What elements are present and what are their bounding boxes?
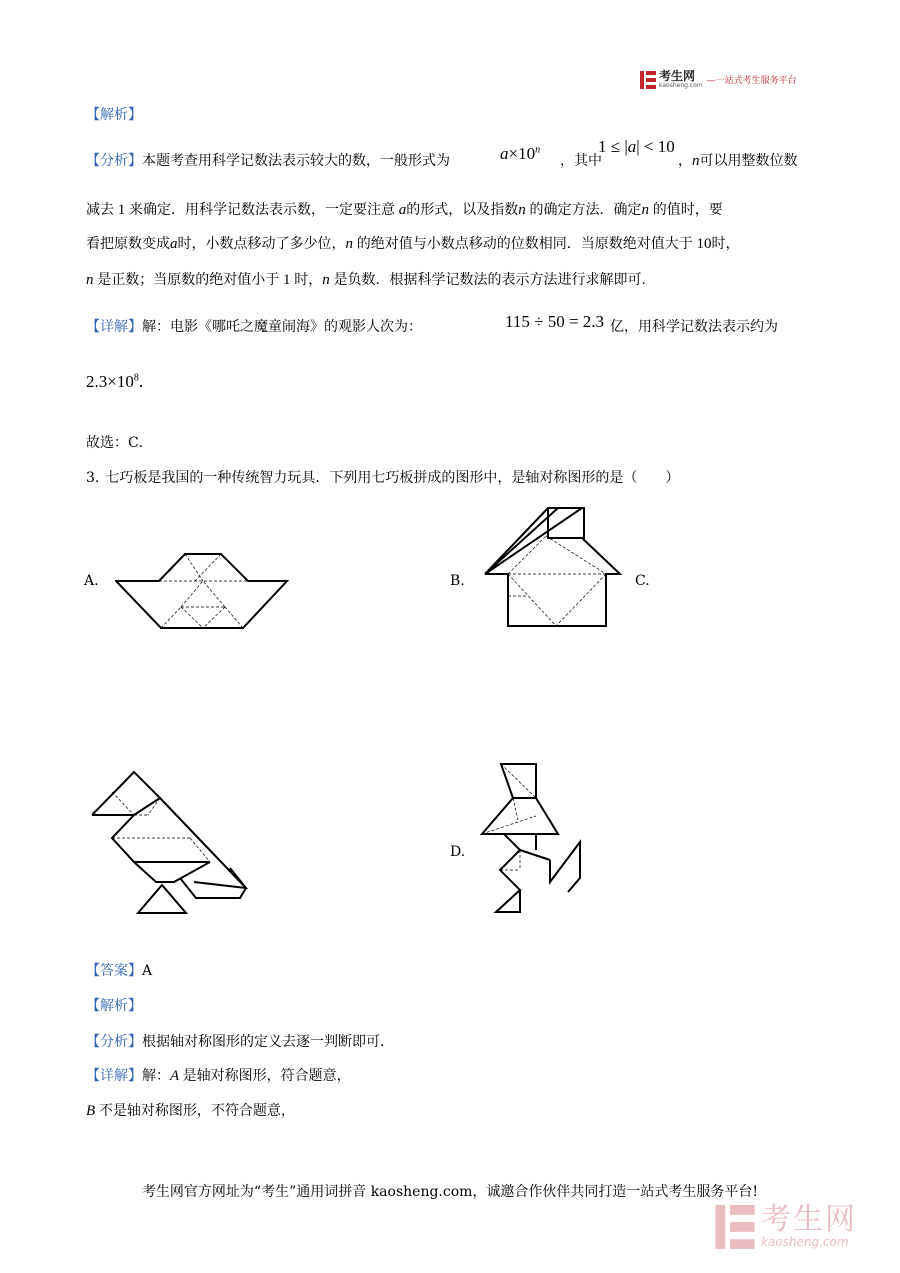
q2-jiexi-tag: 【解析】 — [86, 107, 142, 123]
option-a-label: A. — [84, 573, 99, 589]
q2-xiangjie-line1b: 亿，用科学记数法表示约为 — [610, 319, 778, 335]
option-d-label: D. — [450, 844, 466, 860]
option-b-label: B. — [450, 573, 465, 589]
q2-result: $2.3\times 10^8$. — [86, 372, 144, 391]
q3-stem: 3. 七巧板是我国的一种传统智力玩具．下列用七巧板拼成的图形中，是轴对称图形的是（ ） — [86, 470, 680, 486]
q2-fenxi-line2: 减去 1 来确定．用科学记数法表示数，一定要注意 a的形式，以及指数n 的确定方法．确定n 的值时，要 — [86, 202, 723, 218]
watermark-name: 考生网 — [761, 1202, 857, 1237]
q2-fenxi-line1b: ，其中 — [560, 153, 602, 169]
q3-number: 3. — [86, 470, 100, 486]
logo-icon — [640, 71, 656, 89]
q2-fenxi-line3: 看把原数变成a时，小数点移动了多少位，n 的绝对值与小数点移动的位数相同．当原数绝对值大于 10时， — [86, 236, 740, 252]
q2-inequality: 1 ≤ |a| < 10 — [598, 137, 675, 156]
q3-xiangjie-a: 【详解】解：A 是轴对称图形，符合题意， — [86, 1068, 351, 1084]
q3-answer: 【答案】A — [86, 963, 153, 979]
q3-jiexi-tag: 【解析】 — [86, 998, 142, 1014]
footer-text: 考生网官方网址为“考生”通用词拼音 kaosheng.com，诚邀合作伙伴共同打造一站式考生服务平台! — [141, 1184, 759, 1200]
q2-form-expression: $a\times 10^n$ — [500, 144, 541, 163]
q2-fenxi-line1: 【分析】本题考查用科学记数法表示较大的数，一般形式为 — [86, 153, 450, 169]
logo-slogan: —一站式考生服务平台 — [706, 76, 797, 86]
logo-name: 考生网 — [659, 69, 696, 83]
q3-xiangjie-b: B 不是轴对称图形，不符合题意， — [86, 1103, 295, 1119]
q2-division-equation: 115 ÷ 50 = 2.3 — [505, 312, 605, 331]
q2-choice: 故选：C． — [86, 435, 153, 451]
q2-fenxi-line1c: ，n可以用整数位数 — [678, 153, 798, 169]
watermark-domain: kaosheng.com — [761, 1235, 849, 1249]
watermark-logo-icon — [715, 1205, 755, 1249]
q2-fenxi-line4: n 是正数；当原数的绝对值小于 1 时，n 是负数．根据科学记数法的表示方法进行求解即可． — [86, 272, 656, 288]
q2-xiangjie-line1: 【详解】解：电影《哪吒之魔童闹海》的观影人次为： — [86, 319, 422, 335]
watermark — [715, 1202, 857, 1249]
header-logo — [640, 70, 797, 89]
logo-domain: kaosheng.com — [659, 82, 703, 89]
q3-fenxi: 【分析】根据轴对称图形的定义去逐一判断即可． — [86, 1034, 394, 1050]
option-c-label: C. — [635, 573, 650, 589]
